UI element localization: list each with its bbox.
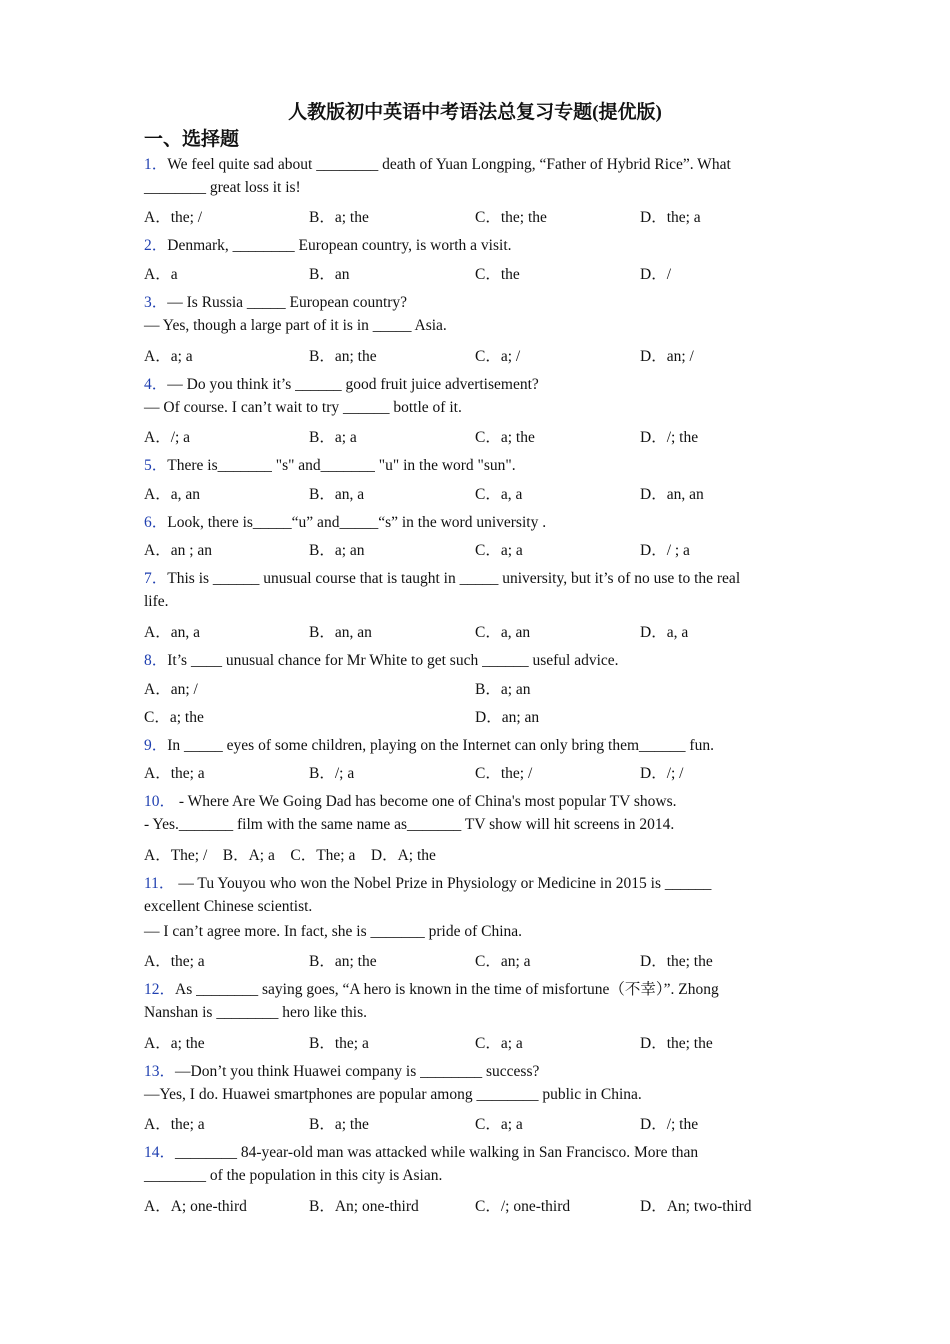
question-1-line-2: ________ great loss it is! xyxy=(144,179,301,196)
question-2-line-1: 2．Denmark, ________ European country, is worth a visit. xyxy=(144,237,512,254)
question-number: 2． xyxy=(144,237,168,254)
option-c[interactable]: C．the; the xyxy=(475,209,547,226)
option-c[interactable]: C．/; one-third xyxy=(475,1198,571,1215)
option-a[interactable]: A．A; one-third xyxy=(144,1198,247,1215)
question-12-line-1: 12．As ________ saying goes, “A hero is known in the time of misfortune（不幸）”. Zhong xyxy=(144,981,719,998)
option-d[interactable]: D．an; / xyxy=(640,348,694,365)
question-number: 6． xyxy=(144,514,168,531)
option-row[interactable]: A．The; / B．A; a C．The; a D．A; the xyxy=(144,847,436,864)
option-b[interactable]: B．an xyxy=(309,266,350,283)
question-3-line-2: — Yes, though a large part of it is in _____ Asia. xyxy=(144,317,447,334)
option-a[interactable]: A．an; / xyxy=(144,681,198,698)
question-10-line-2: - Yes._______ film with the same name as_______ TV show will hit screens in 2014. xyxy=(144,816,675,833)
question-number: 14． xyxy=(144,1144,176,1161)
option-a[interactable]: A．a; the xyxy=(144,1035,205,1052)
option-d[interactable]: D．/; the xyxy=(640,1116,699,1133)
option-a[interactable]: A．the; / xyxy=(144,209,203,226)
question-1-line-1: 1．We feel quite sad about ________ death of Yuan Longping, “Father of Hybrid Rice”. What xyxy=(144,156,731,173)
option-b[interactable]: B．an; the xyxy=(309,953,377,970)
option-a[interactable]: A．the; a xyxy=(144,953,205,970)
option-c[interactable]: C．an; a xyxy=(475,953,531,970)
option-a[interactable]: A．the; a xyxy=(144,1116,205,1133)
question-7-line-1: 7．This is ______ unusual course that is taught in _____ university, but it’s of no use to the real xyxy=(144,570,741,587)
option-d[interactable]: D．an, an xyxy=(640,486,704,503)
question-13-line-2: —Yes, I do. Huawei smartphones are popular among ________ public in China. xyxy=(144,1086,642,1103)
question-14-line-2: ________ of the population in this city is Asian. xyxy=(144,1167,443,1184)
option-b[interactable]: B．an, an xyxy=(309,624,372,641)
option-b[interactable]: B．/; a xyxy=(309,765,355,782)
option-b[interactable]: B．a; an xyxy=(309,542,365,559)
option-d[interactable]: D．An; two-third xyxy=(640,1198,752,1215)
question-9-line-1: 9．In _____ eyes of some children, playing on the Internet can only bring them______ fun. xyxy=(144,737,714,754)
question-number: 7． xyxy=(144,570,168,587)
option-c[interactable]: C．a; the xyxy=(144,709,204,726)
question-10-line-1: 10． - Where Are We Going Dad has become one of China's most popular TV shows. xyxy=(144,793,677,810)
section-heading: 一、选择题 xyxy=(144,129,240,150)
question-number: 12． xyxy=(144,981,176,998)
option-c[interactable]: C．the; / xyxy=(475,765,533,782)
option-a[interactable]: A．an ; an xyxy=(144,542,213,559)
question-number: 1． xyxy=(144,156,168,173)
question-8-line-1: 8．It’s ____ unusual chance for Mr White to get such ______ useful advice. xyxy=(144,652,619,669)
option-c[interactable]: C．a; a xyxy=(475,1035,523,1052)
option-b[interactable]: B．An; one-third xyxy=(309,1198,419,1215)
option-a[interactable]: A．a; a xyxy=(144,348,193,365)
option-c[interactable]: C．a, an xyxy=(475,624,531,641)
option-d[interactable]: D．/; / xyxy=(640,765,684,782)
option-d[interactable]: D．the; the xyxy=(640,953,713,970)
option-c[interactable]: C．a; a xyxy=(475,1116,523,1133)
option-a[interactable]: A．a, an xyxy=(144,486,200,503)
question-12-line-2: Nanshan is ________ hero like this. xyxy=(144,1004,368,1021)
question-13-line-1: 13．—Don’t you think Huawei company is ________ success? xyxy=(144,1063,540,1080)
option-a[interactable]: A．a xyxy=(144,266,178,283)
question-11-line-2: excellent Chinese scientist. xyxy=(144,898,313,915)
option-a[interactable]: A．an, a xyxy=(144,624,200,641)
document-title: 人教版初中英语中考语法总复习专题(提优版) xyxy=(288,102,662,123)
option-d[interactable]: D．an; an xyxy=(475,709,540,726)
question-7-line-2: life. xyxy=(144,593,169,610)
option-c[interactable]: C．a; / xyxy=(475,348,521,365)
option-c[interactable]: C．a; the xyxy=(475,429,535,446)
question-4-line-1: 4．— Do you think it’s ______ good fruit juice advertisement? xyxy=(144,376,539,393)
option-b[interactable]: B．a; a xyxy=(309,429,357,446)
question-number: 4． xyxy=(144,376,168,393)
option-d[interactable]: D．the; a xyxy=(640,209,701,226)
option-d[interactable]: D．/; the xyxy=(640,429,699,446)
option-c[interactable]: C．a, a xyxy=(475,486,523,503)
question-number: 13． xyxy=(144,1063,176,1080)
option-b[interactable]: B．an; the xyxy=(309,348,377,365)
option-b[interactable]: B．a; an xyxy=(475,681,531,698)
option-d[interactable]: D．/ ; a xyxy=(640,542,690,559)
question-11-line-3: — I can’t agree more. In fact, she is _______ pride of China. xyxy=(144,923,523,940)
option-d[interactable]: D．a, a xyxy=(640,624,689,641)
option-b[interactable]: B．a; the xyxy=(309,209,369,226)
option-a[interactable]: A．/; a xyxy=(144,429,191,446)
question-number: 9． xyxy=(144,737,168,754)
question-11-line-1: 11． — Tu Youyou who won the Nobel Prize in Physiology or Medicine in 2015 is ______ xyxy=(144,875,712,892)
question-4-line-2: — Of course. I can’t wait to try ______ bottle of it. xyxy=(144,399,462,416)
option-c[interactable]: C．a; a xyxy=(475,542,523,559)
question-14-line-1: 14．________ 84-year-old man was attacked while walking in San Francisco. More than xyxy=(144,1144,699,1161)
question-6-line-1: 6．Look, there is_____“u” and_____“s” in the word university . xyxy=(144,514,547,531)
question-number: 11． xyxy=(144,875,175,892)
option-d[interactable]: D．/ xyxy=(640,266,672,283)
option-a[interactable]: A．the; a xyxy=(144,765,205,782)
option-b[interactable]: B．the; a xyxy=(309,1035,369,1052)
question-number: 10． xyxy=(144,793,176,810)
question-number: 8． xyxy=(144,652,168,669)
question-number: 3． xyxy=(144,294,168,311)
option-b[interactable]: B．an, a xyxy=(309,486,365,503)
option-b[interactable]: B．a; the xyxy=(309,1116,369,1133)
question-number: 5． xyxy=(144,457,168,474)
option-d[interactable]: D．the; the xyxy=(640,1035,713,1052)
option-c[interactable]: C．the xyxy=(475,266,520,283)
question-5-line-1: 5．There is_______ "s" and_______ "u" in the word "sun". xyxy=(144,457,516,474)
question-3-line-1: 3．— Is Russia _____ European country? xyxy=(144,294,408,311)
